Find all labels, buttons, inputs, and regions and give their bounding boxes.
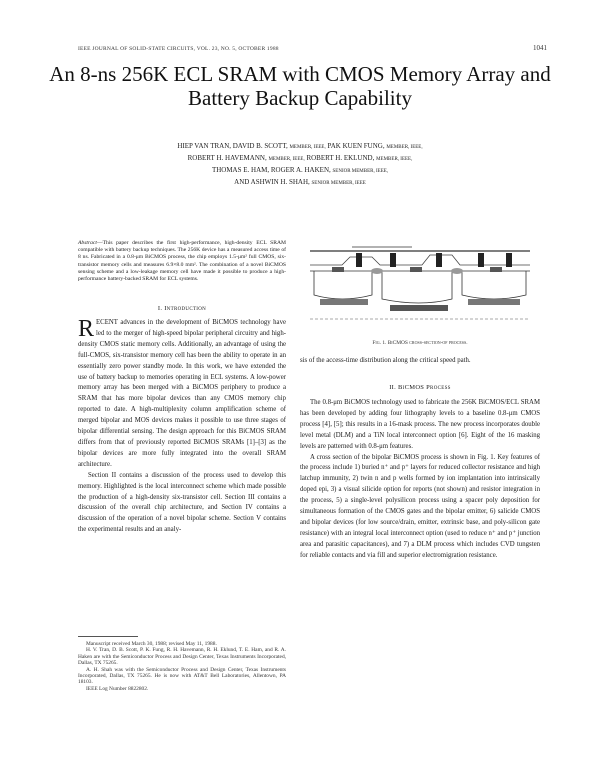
author-membership: MEMBER, IEEE, <box>376 157 413 162</box>
abstract <box>78 240 286 283</box>
contact <box>390 253 396 267</box>
authors-2b: ROBERT H. EKLUND, <box>306 154 375 162</box>
author-membership: MEMBER, IEEE, <box>268 157 305 162</box>
footnote-rule <box>78 636 138 637</box>
section-heading-1: I. Introduction <box>157 305 207 312</box>
buried-layer <box>320 299 368 305</box>
author-membership: SENIOR MEMBER, IEEE <box>311 181 366 186</box>
process-paragraph-2: A cross section of the bipolar BiCMOS process is shown in Fig. 1. Key features of the process include 1) buried n⁺ and p⁺ layers for reduced collector resistance and high latchup immunity, 2) twin n and p wells formed by ion implantation into intrinsically doped epi, 3) a visual silicide option for reports (not shown) and resistor integration in the process, 5) a single-level polysilicon process using a spacer poly deposition for simultaneous formation of the CMOS gates and the bipolar emitter, 6) salicide CMOS and bipolar devices (for low source/drain, emitter, extrinsic base, and poly-silicon gate resistance) with an integral local interconnect option (used to reduce n⁺ and p⁺ junction area and parasitic capacitances), and 7) a DLM process which includes CVD tungsten for reliable contacts and via fill and superior electromigration resistance. <box>300 453 540 559</box>
authors-4: AND ASHWIN H. SHAH, <box>234 178 310 186</box>
figure-caption: Fig. 1. BiCMOS cross-section-of process. <box>372 340 468 346</box>
contact <box>506 253 512 267</box>
intro-paragraph-1 <box>78 318 286 471</box>
author-line-3 <box>60 165 540 177</box>
footnote-4: IEEE Log Number 8822802. <box>86 685 149 692</box>
contact <box>478 253 484 267</box>
author-line-4 <box>60 177 540 189</box>
contact <box>356 253 362 267</box>
contact <box>436 253 442 267</box>
authors-1: HIEP VAN TRAN, DAVID B. SCOTT, <box>177 142 288 150</box>
gate <box>332 267 344 272</box>
right-column-continuation: sis of the access-time distribution along the critical speed path. <box>300 357 471 364</box>
section-heading-2: II. BiCMOS Process <box>389 384 451 391</box>
gate <box>410 267 422 272</box>
buried-layer <box>468 299 520 305</box>
running-head: IEEE JOURNAL OF SOLID-STATE CIRCUITS, VOL. 23, NO. 5, OCTOBER 1988 <box>78 46 279 52</box>
intro-paragraph-2: Section II contains a discussion of the process used to develop this memory. Highlighted is the local interconnect scheme which made possible the production of a high-density six-transistor cell. Section III contains a discussion of the overall chip architecture, and Section IV contains a discussion of the operation of a novel bipolar scheme. Section V contains the experimental results and an analy- <box>78 471 286 534</box>
drop-cap: R <box>78 316 95 342</box>
left-column-body <box>78 318 286 536</box>
field-oxide <box>451 268 463 274</box>
field-oxide <box>371 268 383 274</box>
footnote-2: H. V. Tran, D. B. Scott, P. K. Fung, R. H. Havemann, R. H. Eklund, T. E. Ham, and R. A. Haken are with the Semiconductor Process and Design Center, Texas Instruments Incorporated, Dallas, TX 75265. <box>78 647 286 667</box>
footnotes <box>78 641 286 692</box>
author-membership: SENIOR MEMBER, IEEE, <box>332 169 389 174</box>
abstract-text: —This paper describes the first high-performance, high-density ECL SRAM compatible with battery backup techniques. The 256K device has a measured access time of 8 ns. Fabricated in a 0.8-μm BiCMOS process, the chip employs 1.5-μm² full CMOS, six-transistor memory cells and measures 6.9×8.0 mm². The combination of a novel BiCMOS sensing scheme and a low-leakage memory cell have made it possible to produce a high-performance battery-backed SRAM for ECL systems. <box>78 240 286 283</box>
right-column-body <box>300 398 540 562</box>
abstract-label: Abstract <box>78 240 97 246</box>
authors-1b: PAK KUEN FUNG, <box>327 142 385 150</box>
bicmos-cross-section-figure <box>302 243 538 335</box>
buried-layer <box>390 305 448 311</box>
intro-para-1-text: ECENT advances in the development of BiCMOS technology have led to the merger of high-speed bipolar peripheral circuitry and high-density CMOS static memory cells. Additionally, an advantage of using the full-CMOS, six-transistor memory cell has been the ability to operate in an essentially zero power standby mode. In this work, we have extended the use of battery backup to memories operating in ECL systems. A low-power memory array has been merged with a BiCMOS periphery to produce a SRAM that has more bipolar devices than any CMOS memory chip reported to date. A high-multiplexity column amplification scheme of merged bipolar and MOS devices makes it possible to use three stages of bipolar differential sensing. The design approach for this BiCMOS SRAM differs from that of previously reported BiCMOS SRAMs [1]–[3] as the bipolar devices are more fully integrated into the overall SRAM architecture. <box>78 319 286 468</box>
process-paragraph-1: The 0.8-μm BiCMOS technology used to fabricate the 256K BiCMOS/ECL SRAM has been developed by adding four lithography levels to a baseline 0.8-μm CMOS process [4], [5]; this results in a 16-mask process. The new process incorporates double level metal (DLM) and a TiN local interconnect option [6]. Eight of the 16 masking levels are patterned with 0.8-μm features. <box>300 399 540 450</box>
author-line-1 <box>60 141 540 153</box>
author-list <box>60 141 540 189</box>
authors-2: ROBERT H. HAVEMANN, <box>187 154 267 162</box>
page-number: 1041 <box>533 44 547 52</box>
footnote-3: A. H. Shah was with the Semiconductor Process and Design Center, Texas Instruments Incorporated, Dallas, TX 75265. He is now with AT&T Bell Laboratories, Allentown, PA 18103. <box>78 666 286 686</box>
author-membership: MEMBER, IEEE, <box>386 145 423 150</box>
footnote-1: Manuscript received March 30, 1988; revised May 11, 1988. <box>86 641 217 647</box>
paper-title: An 8-ns 256K ECL SRAM with CMOS Memory Array and Battery Backup Capability <box>49 62 551 110</box>
authors-3: THOMAS E. HAM, ROGER A. HAKEN, <box>211 166 331 174</box>
gate <box>490 267 502 272</box>
author-membership: MEMBER, IEEE, <box>289 145 326 150</box>
author-line-2 <box>60 153 540 165</box>
